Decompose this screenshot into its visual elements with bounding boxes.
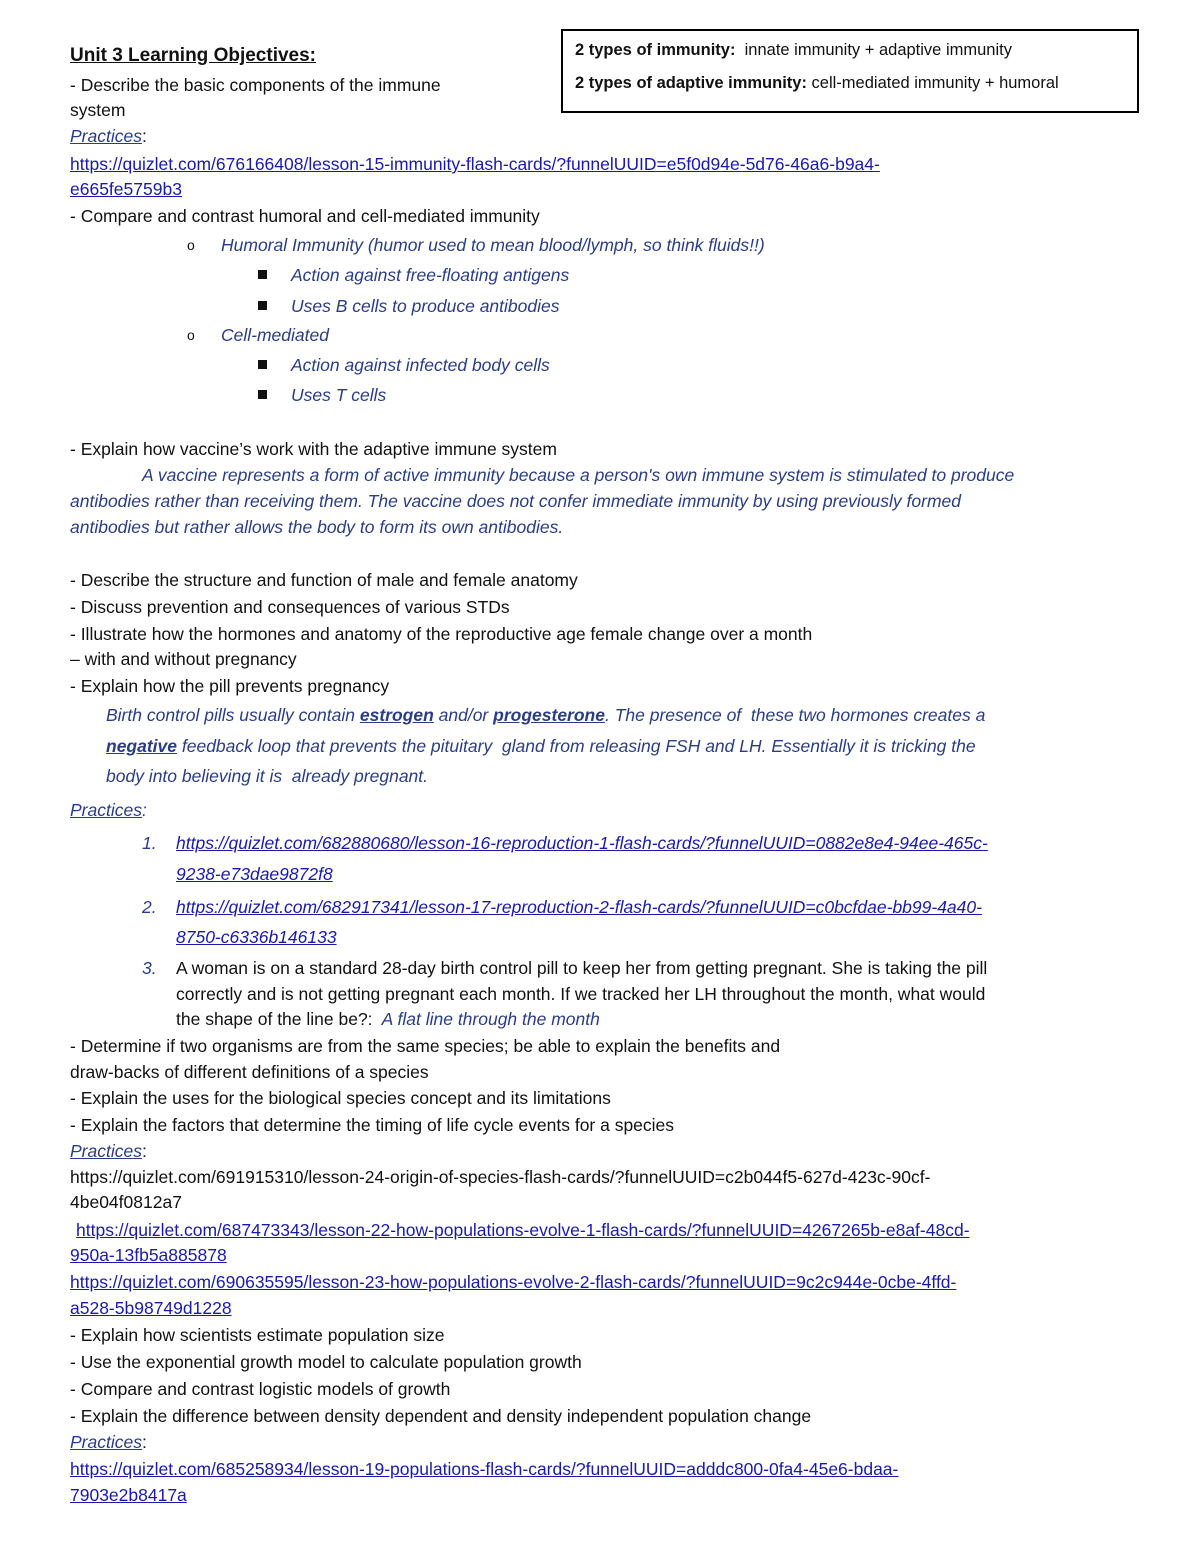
lh-question-line-1: A woman is on a standard 28-day birth control pill to keep her from getting pregnant. She is taking the pill: [176, 958, 988, 978]
box-line-1-label: 2 types of immunity:: [575, 41, 736, 59]
objective-1-line-2: system: [70, 100, 126, 120]
quizlet-link-lesson-15[interactable]: https://quizlet.com/676166408/lesson-15-immunity-flash-cards/?funnelUUID=e5f0d94e-5d76-46a6-b9a4-: [70, 154, 880, 174]
objective-12: - Use the exponential growth model to calculate population growth: [70, 1352, 582, 1372]
objective-4: - Describe the structure and function of male and female anatomy: [70, 570, 578, 590]
list-number-2: 2.: [142, 897, 157, 917]
circle-bullet-icon: o: [187, 237, 195, 253]
quizlet-link-lesson-19-cont[interactable]: 7903e2b8417a: [70, 1485, 187, 1505]
pill-text-line-2: [106, 734, 976, 758]
objective-5: - Discuss prevention and consequences of various STDs: [70, 597, 510, 617]
pill-text-1b: and/or: [433, 705, 494, 725]
quizlet-link-lesson-17-cont[interactable]: 8750-c6336b146133: [176, 927, 337, 947]
humoral-item-2: Uses B cells to produce antibodies: [291, 296, 560, 316]
objective-1-line-1: - Describe the basic components of the immune: [70, 75, 441, 95]
box-line-2-label: 2 types of adaptive immunity:: [575, 74, 807, 92]
objective-6-line-2: – with and without pregnancy: [70, 649, 297, 669]
objective-6-line-1: - Illustrate how the hormones and anatomy of the reproductive age female change over a month: [70, 624, 813, 644]
pill-text-line-3: body into believing it is already pregnant.: [106, 766, 429, 786]
quizlet-link-lesson-16[interactable]: https://quizlet.com/682880680/lesson-16-reproduction-1-flash-cards/?funnelUUID=0882e8e4-94ee-465c-: [176, 833, 988, 853]
practices-label: Practices: [70, 1432, 142, 1452]
quizlet-link-lesson-19[interactable]: https://quizlet.com/685258934/lesson-19-populations-flash-cards/?funnelUUID=adddc800-0fa4-45e6-bdaa-: [70, 1459, 899, 1479]
quizlet-link-lesson-16-cont[interactable]: 9238-e73dae9872f8: [176, 864, 333, 884]
humoral-item-1: Action against free-floating antigens: [291, 265, 570, 285]
objective-14: - Explain the difference between density dependent and density independent population change: [70, 1406, 812, 1426]
estrogen-term: estrogen: [359, 705, 434, 725]
quizlet-link-lesson-17[interactable]: https://quizlet.com/682917341/lesson-17-reproduction-2-flash-cards/?funnelUUID=c0bcfdae-bb99-4a40-: [176, 897, 982, 917]
practices-colon: :: [141, 800, 147, 820]
objective-8-line-1: - Determine if two organisms are from the same species; be able to explain the benefits and: [70, 1036, 781, 1056]
cell-mediated-item-1: Action against infected body cells: [291, 355, 550, 375]
negative-term: negative: [106, 736, 177, 756]
immunity-summary-box: [561, 29, 1139, 113]
lh-question-line-2: correctly and is not getting pregnant each month. If we tracked her LH throughout the month, what would: [176, 984, 986, 1004]
quizlet-url-lesson-24[interactable]: https://quizlet.com/691915310/lesson-24-origin-of-species-flash-cards/?funnelUUID=c2b044f5-627d-423c-90cf-: [70, 1167, 931, 1187]
cell-mediated-heading: Cell-mediated: [221, 325, 329, 345]
box-line-1: [575, 38, 1012, 62]
pill-text-2: feedback loop that prevents the pituitary gland from releasing FSH and LH. Essentially it is tricking the: [177, 736, 976, 756]
objective-11: - Explain how scientists estimate population size: [70, 1325, 445, 1345]
pill-text-line-1: [106, 703, 985, 727]
vaccine-text-line-1: A vaccine represents a form of active immunity because a person's own immune system is stimulated to produce: [142, 465, 1015, 485]
square-bullet-icon: [258, 360, 267, 369]
practices-heading-2: [70, 798, 147, 822]
practices-colon: :: [141, 1141, 147, 1161]
objective-13: - Compare and contrast logistic models of growth: [70, 1379, 451, 1399]
practices-colon: :: [141, 126, 147, 146]
pill-text-1c: . The presence of these two hormones creates a: [604, 705, 986, 725]
progesterone-term: progesterone: [493, 705, 605, 725]
practices-heading-3: [70, 1139, 147, 1163]
list-number-3: 3.: [142, 958, 157, 978]
box-line-2: [575, 71, 1059, 95]
lh-question-line-3: [176, 1007, 600, 1031]
cell-mediated-item-2: Uses T cells: [291, 385, 387, 405]
vaccine-text-line-2: antibodies rather than receiving them. The vaccine does not confer immediate immunity by using previously formed: [70, 491, 961, 511]
objective-10: - Explain the factors that determine the timing of life cycle events for a species: [70, 1115, 675, 1135]
vaccine-text-line-3: antibodies but rather allows the body to form its own antibodies.: [70, 517, 564, 537]
pill-text-1a: Birth control pills usually contain: [106, 705, 360, 725]
quizlet-url-lesson-24-cont[interactable]: 4be04f0812a7: [70, 1192, 182, 1212]
lh-question-text: the shape of the line be?:: [176, 1009, 373, 1029]
quizlet-link-lesson-23-cont[interactable]: a528-5b98749d1228: [70, 1298, 232, 1318]
objective-2: - Compare and contrast humoral and cell-mediated immunity: [70, 206, 540, 226]
practices-colon: :: [141, 1432, 147, 1452]
objective-8-line-2: draw-backs of different definitions of a species: [70, 1062, 429, 1082]
square-bullet-icon: [258, 390, 267, 399]
list-number-1: 1.: [142, 833, 157, 853]
practices-label: Practices: [70, 1141, 142, 1161]
practices-heading-4: [70, 1430, 147, 1454]
box-line-1-text: innate immunity + adaptive immunity: [735, 41, 1012, 59]
quizlet-link-lesson-22[interactable]: https://quizlet.com/687473343/lesson-22-how-populations-evolve-1-flash-cards/?funnelUUID=4267265b-e8af-48cd-: [76, 1220, 970, 1240]
square-bullet-icon: [258, 301, 267, 310]
quizlet-link-lesson-22-cont[interactable]: 950a-13fb5a885878: [70, 1245, 227, 1265]
circle-bullet-icon: o: [187, 327, 195, 343]
objective-9: - Explain the uses for the biological species concept and its limitations: [70, 1088, 611, 1108]
objective-7: - Explain how the pill prevents pregnancy: [70, 676, 390, 696]
practices-label: Practices: [70, 126, 142, 146]
square-bullet-icon: [258, 270, 267, 279]
lh-answer: A flat line through the month: [372, 1009, 600, 1029]
practices-label: Practices: [70, 800, 142, 820]
practices-heading-1: [70, 124, 147, 148]
objective-3: - Explain how vaccine’s work with the adaptive immune system: [70, 439, 557, 459]
humoral-heading: Humoral Immunity (humor used to mean blood/lymph, so think fluids!!): [221, 235, 765, 255]
quizlet-link-lesson-15-cont[interactable]: e665fe5759b3: [70, 179, 182, 199]
box-line-2-text: cell-mediated immunity + humoral: [806, 74, 1059, 92]
page-title: Unit 3 Learning Objectives:: [70, 45, 316, 66]
quizlet-link-lesson-23[interactable]: https://quizlet.com/690635595/lesson-23-how-populations-evolve-2-flash-cards/?funnelUUID=9c2c944e-0cbe-4ffd-: [70, 1272, 957, 1292]
